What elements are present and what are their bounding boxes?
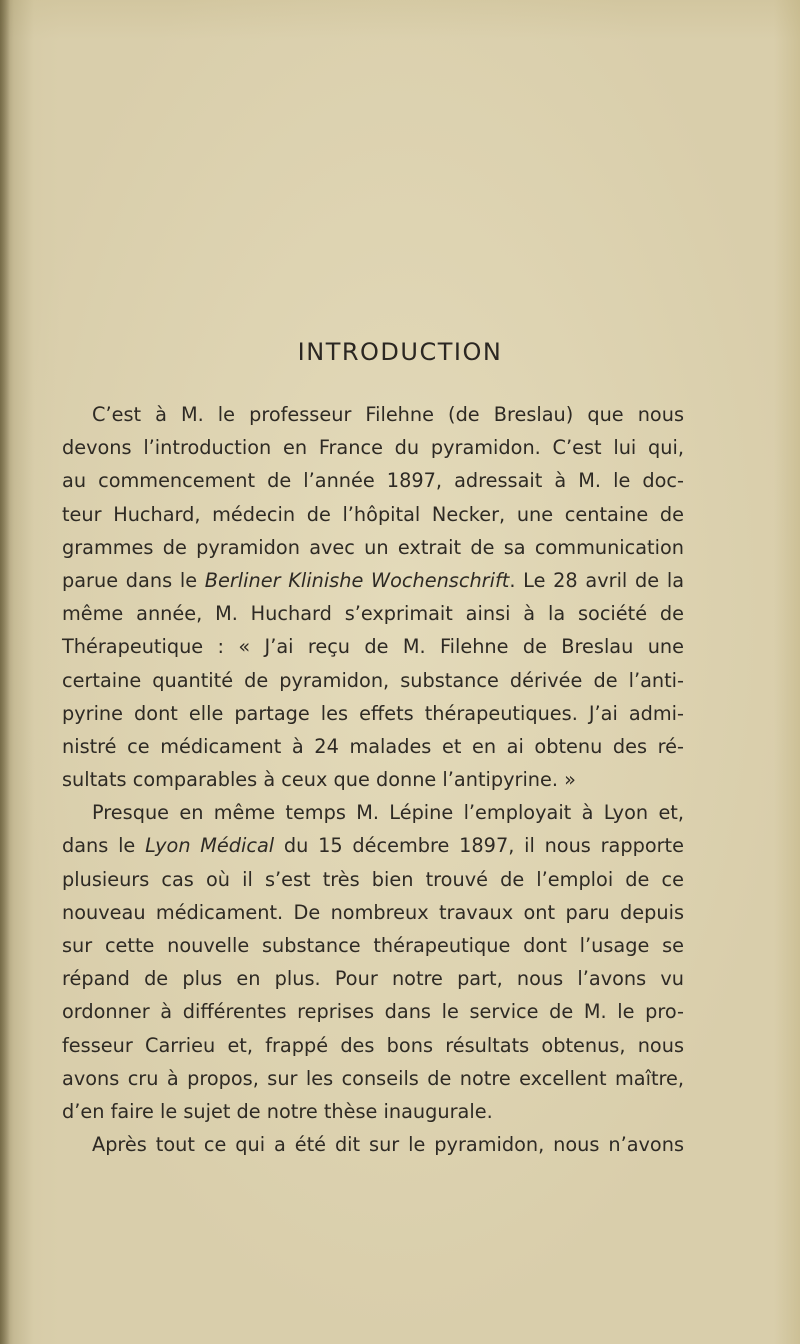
text-line (62, 564, 684, 597)
text-line: nistré ce médicament à 24 malades et en ai obtenu des ré- (62, 734, 684, 758)
page-title: INTRODUCTION (297, 338, 503, 366)
page-binding-shadow (0, 0, 10, 1344)
text-line: avons cru à propos, sur les conseils de notre excellent maître, (62, 1066, 684, 1090)
text-line: plusieurs cas où il s’est très bien trouvé de l’emploi de ce (62, 867, 684, 891)
text-line: ordonner à différentes reprises dans le service de M. le pro- (62, 1000, 684, 1024)
text-line: grammes de pyramidon avec un extrait de sa communication (62, 535, 684, 559)
text-line: sur cette nouvelle substance thérapeutique dont l’usage se (62, 934, 684, 957)
text-line: Après tout ce qui a été dit sur le pyramidon, nous n’avons (92, 1133, 684, 1157)
text-line (62, 829, 684, 862)
text-line: fesseur Carrieu et, frappé des bons résultats obtenus, nous (62, 1033, 684, 1057)
text-line: certaine quantité de pyramidon, substance dérivée de l’anti- (62, 668, 684, 692)
text-line: d’en faire le sujet de notre thèse inaugurale. (62, 1099, 493, 1123)
text-line: répand de plus en plus. Pour notre part, nous l’avons vu (62, 967, 684, 991)
text-run: . Le 28 avril de la (509, 568, 685, 592)
journal-title-lyon: Lyon Médical (145, 834, 275, 858)
text-line: sultats comparables à ceux que donne l’antipyrine. » (62, 768, 576, 792)
text-line: Presque en même temps M. Lépine l’employait à Lyon et, (92, 801, 684, 825)
text-run: du 15 décembre 1897, il nous rapporte (274, 834, 684, 858)
text-line: C’est à M. le professeur Filehne (de Breslau) que nous (92, 403, 684, 426)
text-line: même année, M. Huchard s’exprimait ainsi à la société de (62, 602, 684, 626)
text-line: devons l’introduction en France du pyramidon. C’est lui qui, (62, 436, 684, 460)
text-line: Thérapeutique : « J’ai reçu de M. Filehne de Breslau une (62, 635, 684, 659)
body-text (62, 398, 684, 1161)
text-run: parue dans le (62, 568, 205, 592)
journal-title-berliner: Berliner Klinishe Wochenschrift (204, 568, 510, 592)
text-line: pyrine dont elle partage les effets thérapeutiques. J’ai admi- (62, 701, 684, 725)
text-line: teur Huchard, médecin de l’hôpital Necker, une centaine de (62, 502, 684, 526)
text-line: nouveau médicament. De nombreux travaux ont paru depuis (62, 900, 684, 924)
text-run: dans le (62, 834, 146, 858)
text-line: au commencement de l’année 1897, adressait à M. le doc- (62, 469, 684, 493)
